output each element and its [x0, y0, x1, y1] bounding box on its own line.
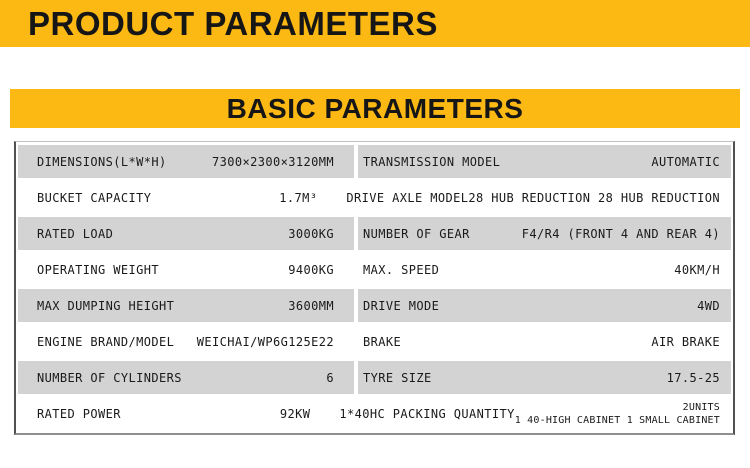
- param-label: 1*40HC PACKING QUANTITY: [339, 406, 515, 421]
- param-label: OPERATING WEIGHT: [37, 262, 159, 277]
- param-value: AIR BRAKE: [651, 334, 720, 349]
- param-value-line2: 1 40-HIGH CABINET 1 SMALL CABINET: [514, 414, 720, 426]
- table-row: [18, 325, 731, 358]
- param-value: F4/R4 (FRONT 4 AND REAR 4): [521, 226, 720, 241]
- section-title: BASIC PARAMETERS: [226, 92, 524, 124]
- param-value: 17.5-25: [666, 370, 720, 385]
- param-label: MAX DUMPING HEIGHT: [37, 298, 175, 313]
- row-right-pair: [358, 217, 731, 250]
- param-value: 1.7M³: [279, 190, 318, 205]
- row-right-pair: [358, 289, 731, 322]
- row-left-pair: [18, 289, 354, 322]
- basic-parameters-table: [14, 141, 735, 435]
- param-value: 6: [326, 370, 334, 385]
- row-right-pair: [358, 325, 731, 358]
- param-value: 9400KG: [288, 262, 334, 277]
- row-left-pair: [18, 397, 330, 430]
- row-left-pair: [18, 253, 354, 286]
- param-label: NUMBER OF CYLINDERS: [37, 370, 182, 385]
- row-right-pair: [358, 253, 731, 286]
- param-label: ENGINE BRAND/MODEL: [37, 334, 175, 349]
- table-row: [18, 397, 731, 430]
- section-title-banner: [10, 89, 740, 128]
- param-value-line1: 2UNITS: [682, 401, 720, 413]
- param-value: WEICHAI/WP6G125E22: [196, 334, 334, 349]
- param-label: DIMENSIONS(L*W*H): [37, 154, 167, 169]
- param-label: RATED POWER: [37, 406, 121, 421]
- table-row: [18, 253, 731, 286]
- row-left-pair: [18, 217, 354, 250]
- table-row: [18, 361, 731, 394]
- table-row: [18, 181, 731, 214]
- param-value: 3000KG: [288, 226, 334, 241]
- row-left-pair: [18, 181, 337, 214]
- row-left-pair: [18, 325, 354, 358]
- param-value: 7300×2300×3120MM: [212, 154, 334, 169]
- param-label: BRAKE: [363, 334, 402, 349]
- row-right-pair: [358, 361, 731, 394]
- param-label: BUCKET CAPACITY: [37, 190, 152, 205]
- table-row: [18, 217, 731, 250]
- param-value: 3600MM: [288, 298, 334, 313]
- param-value: AUTOMATIC: [651, 154, 720, 169]
- param-label: TRANSMISSION MODEL: [363, 154, 501, 169]
- param-value: 92KW: [279, 406, 311, 421]
- param-label: TYRE SIZE: [363, 370, 432, 385]
- row-left-pair: [18, 361, 354, 394]
- row-right-pair: [358, 145, 731, 178]
- param-value: [515, 401, 720, 427]
- page-title: PRODUCT PARAMETERS: [28, 4, 438, 42]
- param-value: 28 HUB REDUCTION 28 HUB REDUCTION: [468, 190, 720, 205]
- page-title-banner: [0, 0, 750, 47]
- param-value: 40KM/H: [674, 262, 720, 277]
- table-row: [18, 145, 731, 178]
- param-label: DRIVE AXLE MODEL: [346, 190, 469, 205]
- row-right-pair: [341, 181, 731, 214]
- row-left-pair: [18, 145, 354, 178]
- param-label: MAX. SPEED: [363, 262, 440, 277]
- table-row: [18, 289, 731, 322]
- param-label: RATED LOAD: [37, 226, 114, 241]
- param-label: DRIVE MODE: [363, 298, 440, 313]
- param-label: NUMBER OF GEAR: [363, 226, 470, 241]
- param-value: 4WD: [697, 298, 720, 313]
- row-right-pair: [334, 397, 731, 430]
